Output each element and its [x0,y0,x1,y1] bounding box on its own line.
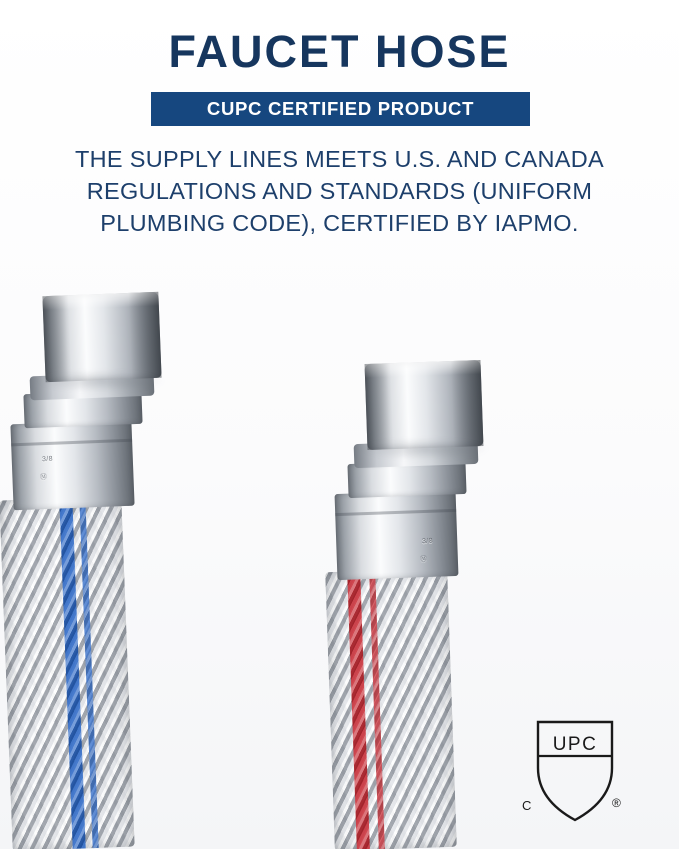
hose-right-hex-nut [365,360,484,450]
hose-right-nut-shadow [360,438,490,460]
registered-trademark-icon: ® [612,796,621,810]
hose-right-braided-sleeve [325,568,457,849]
hose-right-ferrule-stamp: 3/8 [421,537,434,546]
hose-left-ferrule-mark-icon: Ⓜ [39,473,48,482]
hose-left-crimp-ferrule [10,420,134,511]
page-title: FAUCET HOSE [168,26,511,77]
hose-right-ferrule-mark-icon: Ⓜ [419,555,428,564]
description-text [40,143,639,239]
hose-right-red-stripe [347,571,370,849]
certified-product-badge [151,92,530,126]
hose-left-hex-nut [42,292,161,382]
hose-left-nut-right-facet [128,292,161,379]
hose-left-ferrule-stamp: 3/8 [41,455,54,464]
cupc-shield-logo [516,716,634,828]
hose-left-nut-left-facet [42,295,71,382]
svg-text:UPC: UPC [552,734,598,755]
description-line-1: THE SUPPLY LINES MEETS U.S. AND CANADA [75,146,604,172]
hose-right-red-stripe-secondary [369,570,385,849]
hose-right-nut-right-facet [450,360,483,447]
cupc-prefix-letter: C [522,798,532,813]
hose-left-nut-shadow [36,370,166,392]
description-line-3: PLUMBING CODE), CERTIFIED BY IAPMO. [100,210,579,236]
hose-right-crimp-ferrule [335,490,459,580]
certified-product-badge-label: CUPC CERTIFIED PRODUCT [206,98,475,119]
hose-left-braided-sleeve [0,496,135,849]
hose-left [0,270,240,849]
description-line-2: REGULATIONS AND STANDARDS (UNIFORM [86,178,593,204]
hose-right-nut-left-facet [365,363,394,450]
